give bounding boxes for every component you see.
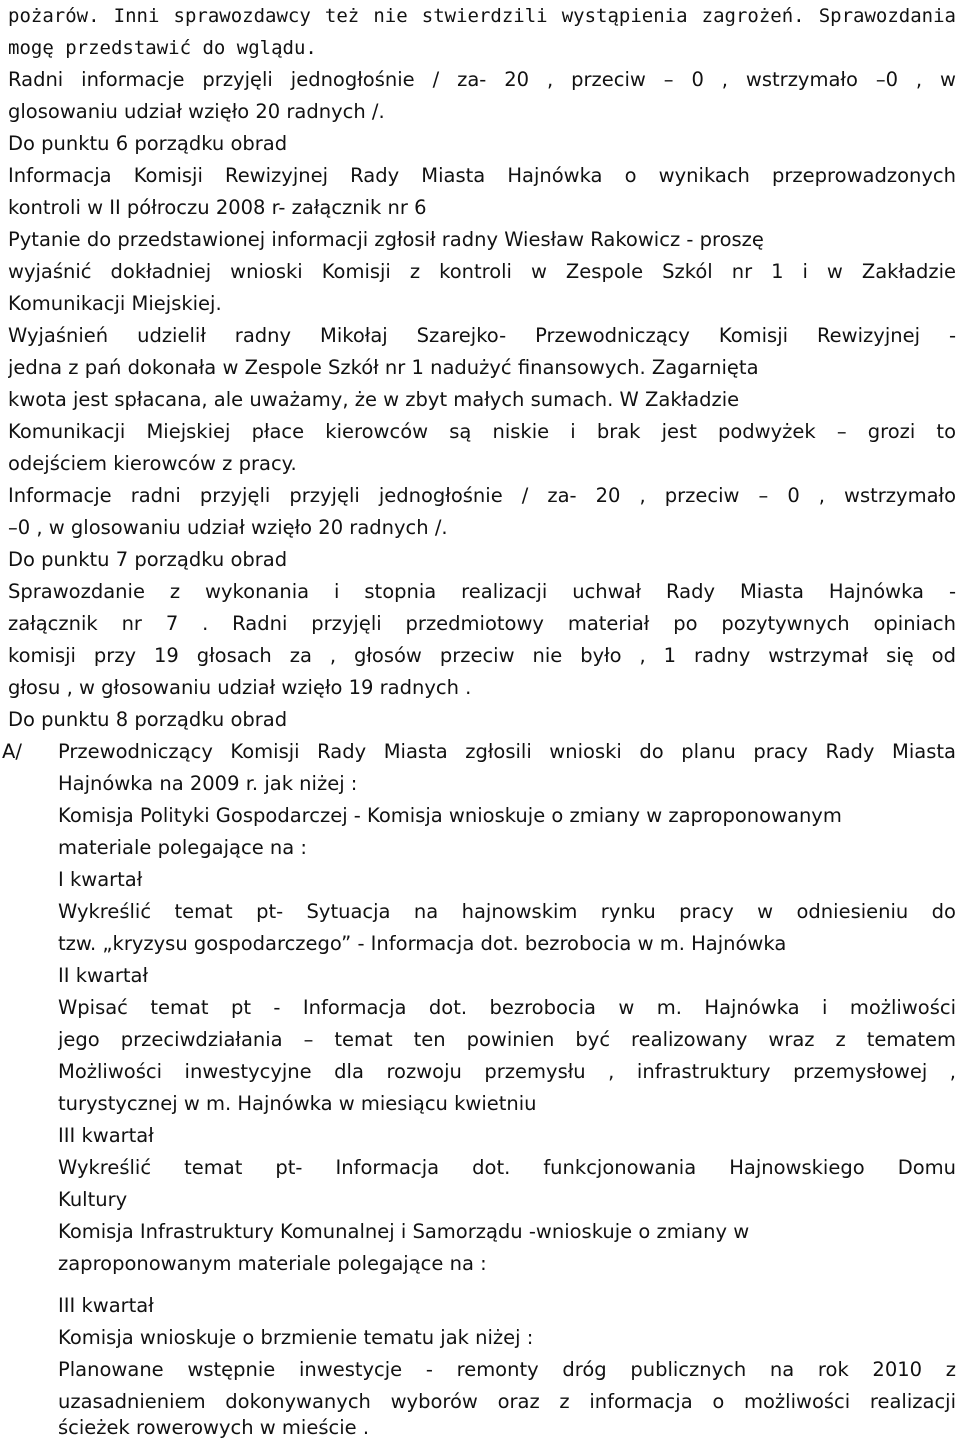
- text-line: odejściem kierowców z pracy.: [8, 452, 297, 475]
- text-line: Planowane wstępnie inwestycje - remonty dróg publicznych na rok 2010 z: [58, 1358, 956, 1381]
- text-line: –0 , w glosowaniu udział wzięło 20 radnych /.: [8, 516, 448, 539]
- text-line: zaproponowanym materiale polegające na :: [58, 1252, 487, 1275]
- section-heading: Do punktu 7 porządku obrad: [8, 548, 288, 571]
- text-line: Komunikacji Miejskiej płace kierowców są niskie i brak jest podwyżek – grozi to: [8, 420, 956, 443]
- text-line: Wpisać temat pt - Informacja dot. bezrobocia w m. Hajnówka i możliwości: [58, 996, 956, 1019]
- text-line: Informacje radni przyjęli przyjęli jednogłośnie / za- 20 , przeciw – 0 , wstrzymało: [8, 484, 956, 507]
- text-line: Wykreślić temat pt- Sytuacja na hajnowskim rynku pracy w odniesieniu do: [58, 900, 956, 923]
- text-line: Komunikacji Miejskiej.: [8, 292, 222, 315]
- text-line: Hajnówka na 2009 r. jak niżej :: [58, 772, 358, 795]
- text-line: Komisja Polityki Gospodarczej - Komisja wnioskuje o zmiany w zaproponowanym: [58, 804, 842, 827]
- text-line: załącznik nr 7 . Radni przyjęli przedmiotowy materiał po pozytywnych opiniach: [8, 612, 956, 635]
- quarter-heading: I kwartał: [58, 868, 143, 891]
- quarter-heading: III kwartał: [58, 1294, 154, 1317]
- text-line: Informacja Komisji Rewizyjnej Rady Miasta Hajnówka o wynikach przeprowadzonych: [8, 164, 956, 187]
- quarter-heading: III kwartał: [58, 1124, 154, 1147]
- text-line: kwota jest spłacana, ale uważamy, że w zbyt małych sumach. W Zakładzie: [8, 388, 740, 411]
- text-line: wyjaśnić dokładniej wnioski Komisji z kontroli w Zespole Szkól nr 1 i w Zakładzie: [8, 260, 956, 283]
- text-line: Sprawozdanie z wykonania i stopnia realizacji uchwał Rady Miasta Hajnówka -: [8, 580, 956, 603]
- text-line: jego przeciwdziałania – temat ten powinien być realizowany wraz z tematem: [58, 1028, 956, 1051]
- text-line: jedna z pań dokonała w Zespole Szkół nr 1 nadużyć finansowych. Zagarnięta: [8, 356, 759, 379]
- text-line: Kultury: [58, 1188, 128, 1211]
- text-line: mogę przedstawić do wglądu.: [8, 37, 317, 59]
- text-line: kontroli w II półroczu 2008 r- załącznik nr 6: [8, 196, 427, 219]
- text-line: materiale polegające na :: [58, 836, 307, 859]
- text-line: glosowaniu udział wzięło 20 radnych /.: [8, 100, 385, 123]
- text-line: komisji przy 19 głosach za , głosów przeciw nie było , 1 radny wstrzymał się od: [8, 644, 956, 667]
- text-line: Wykreślić temat pt- Informacja dot. funkcjonowania Hajnowskiego Domu: [58, 1156, 956, 1179]
- text-line: Komisja wnioskuje o brzmienie tematu jak niżej :: [58, 1326, 534, 1349]
- text-line: uzasadnieniem dokonywanych wyborów oraz z informacja o możliwości realizacji: [58, 1390, 956, 1413]
- text-line: Pytanie do przedstawionej informacji zgłosił radny Wiesław Rakowicz - proszę: [8, 228, 764, 251]
- text-line: Możliwości inwestycyjne dla rozwoju przemysłu , infrastruktury przemysłowej ,: [58, 1060, 956, 1083]
- list-marker: A/: [2, 740, 22, 763]
- text-line: Komisja Infrastruktury Komunalnej i Samorządu -wnioskuje o zmiany w: [58, 1220, 750, 1243]
- quarter-heading: II kwartał: [58, 964, 149, 987]
- text-line: głosu , w głosowaniu udział wzięło 19 radnych .: [8, 676, 472, 699]
- section-heading: Do punktu 6 porządku obrad: [8, 132, 288, 155]
- text-line: pożarów. Inni sprawozdawcy też nie stwierdzili wystąpienia zagrożeń. Sprawozdania: [8, 5, 956, 27]
- text-line: Radni informacje przyjęli jednogłośnie / za- 20 , przeciw – 0 , wstrzymało –0 , w: [8, 68, 956, 91]
- text-line: turystycznej w m. Hajnówka w miesiącu kwietniu: [58, 1092, 537, 1115]
- text-line: tzw. „kryzysu gospodarczego” - Informacja dot. bezrobocia w m. Hajnówka: [58, 932, 787, 955]
- text-line: Przewodniczący Komisji Rady Miasta zgłosili wnioski do planu pracy Rady Miasta: [58, 740, 956, 763]
- text-line: Wyjaśnień udzielił radny Mikołaj Szarejko- Przewodniczący Komisji Rewizyjnej -: [8, 324, 956, 347]
- section-heading: Do punktu 8 porządku obrad: [8, 708, 288, 731]
- text-line: ścieżek rowerowych w mieście .: [58, 1416, 370, 1439]
